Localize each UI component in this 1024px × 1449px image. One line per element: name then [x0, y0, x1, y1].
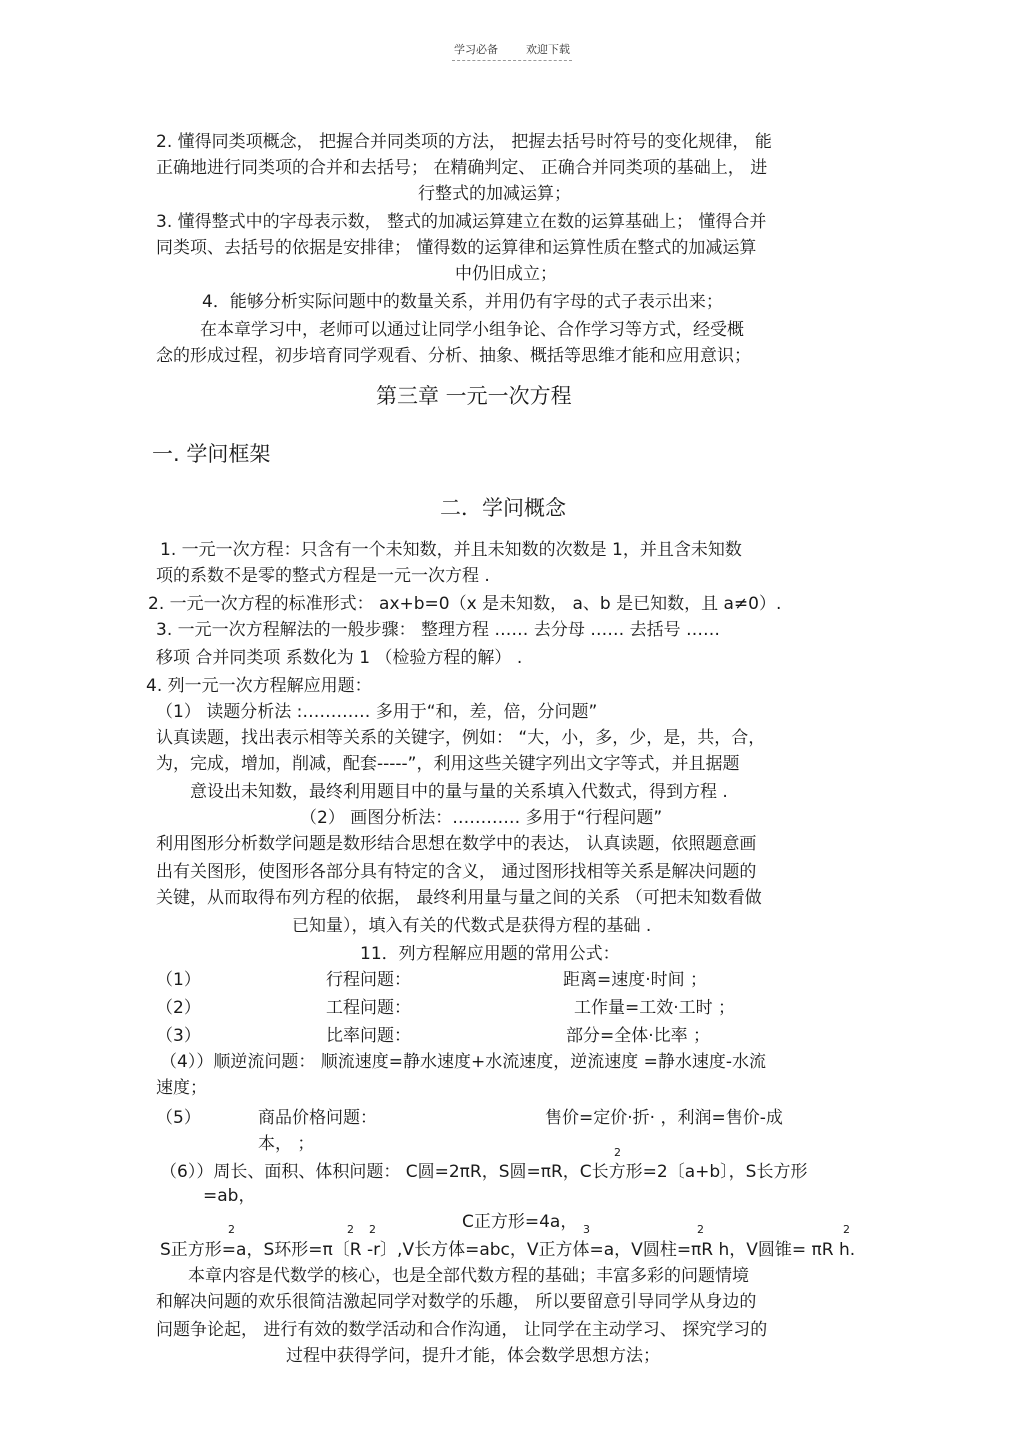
text-line: 念的形成过程，初步培育同学观看、分析、抽象、概括等思维才能和应用意识； — [156, 346, 751, 366]
text-line: 行整式的加减运算； — [418, 184, 571, 204]
formula-index: （2） — [156, 998, 201, 1018]
text-line: 4．能够分析实际问题中的数量关系，并用仍有字母的式子表示出来； — [202, 292, 723, 312]
text-line: 3. 懂得整式中的字母表示数， 整式的加减运算建立在数的运算基础上； 懂得合并 — [156, 212, 767, 232]
formula-expr: 工作量=工效·工时 ； — [574, 998, 736, 1018]
chapter-title: 第三章 一元一次方程 — [376, 384, 572, 408]
superscript: 2 — [347, 1223, 354, 1236]
text-line: （1） 读题分析法 :………… 多用于“和，差，倍，分问题” — [156, 702, 598, 722]
formula-expr: 售价=定价·折· ，利润=售价-成 — [545, 1108, 783, 1128]
superscript: 2 — [697, 1223, 704, 1236]
text-line: 11．列方程解应用题的常用公式： — [360, 944, 620, 964]
header-divider — [452, 60, 572, 61]
formula-name: 比率问题： — [326, 1026, 411, 1046]
text-line: 关键，从而取得布列方程的依据， 最终利用量与量之间的关系 （可把未知数看做 — [156, 888, 762, 908]
text-line: 出有关图形，使图形各部分具有特定的含义， 通过图形找相等关系是解决问题的 — [156, 862, 757, 882]
page-header-right: 欢迎下载 — [526, 43, 570, 56]
section-heading: 二．学问概念 — [440, 496, 566, 520]
formula-index: （1） — [156, 970, 201, 990]
text-line: 认真读题，找出表示相等关系的关键字，例如： “大，小，多，少，是，共，合， — [156, 728, 766, 748]
text-line: 速度； — [156, 1078, 207, 1098]
superscript: 2 — [614, 1146, 621, 1159]
text-line: 过程中获得学问，提升才能，体会数学思想方法； — [286, 1346, 660, 1366]
text-line: 2. 懂得同类项概念， 把握合并同类项的方法， 把握去括号时符号的变化规律， 能 — [156, 132, 772, 152]
text-line: 正确地进行同类项的合并和去括号； 在精确判定、 正确合并同类项的基础上， 进 — [156, 158, 768, 178]
superscript: 2 — [843, 1223, 850, 1236]
text-line: 已知量），填入有关的代数式是获得方程的基础 . — [292, 916, 652, 936]
text-line: 项的系数不是零的整式方程是一元一次方程 . — [156, 566, 490, 586]
text-line: （2） 画图分析法：………… 多用于“行程问题” — [300, 808, 663, 828]
formula-expr: 部分=全体·比率 ； — [566, 1026, 711, 1046]
text-line: 利用图形分析数学问题是数形结合思想在数学中的表达， 认真读题，依照题意画 — [156, 834, 757, 854]
text-line: 和解决问题的欢乐很简洁激起同学对数学的乐趣， 所以要留意引导同学从身边的 — [156, 1292, 757, 1312]
text-line: 中仍旧成立； — [455, 264, 557, 284]
text-line: =ab， — [203, 1186, 256, 1206]
formula-name: 商品价格问题： — [258, 1108, 377, 1128]
text-line: 本章内容是代数学的核心，也是全部代数方程的基础；丰富多彩的问题情境 — [188, 1266, 749, 1286]
text-line: 3. 一元一次方程解法的一般步骤： 整理方程 …… 去分母 …… 去括号 …… — [156, 620, 721, 640]
text-line: 问题争论起， 进行有效的数学活动和合作沟通， 让同学在主动学习、 探究学习的 — [156, 1320, 768, 1340]
text-line: 意设出未知数，最终利用题目中的量与量的关系填入代数式，得到方程 . — [190, 782, 728, 802]
text-line: 2. 一元一次方程的标准形式： ax+b=0（x 是未知数， a、b 是已知数，且 a≠0）. — [148, 594, 782, 614]
text-line: （6））周长、面积、体积问题： C圆=2πR，S圆=πR，C长方形=2〔a+b〕，S长方形 — [160, 1162, 808, 1182]
text-line: 同类项、去括号的依据是安排律； 懂得数的运算律和运算性质在整式的加减运算 — [156, 238, 757, 258]
text-line: 4. 列一元一次方程解应用题： — [146, 676, 372, 696]
text-line: S正方形=a，S环形=π〔R -r〕,V长方体=abc，V正方体=a，V圆柱=πR h，V圆锥= πR h. — [160, 1240, 856, 1260]
text-line: 在本章学习中，老师可以通过让同学小组争论、合作学习等方式，经受概 — [200, 320, 744, 340]
text-line: 本， ； — [258, 1134, 315, 1154]
superscript: 2 — [228, 1223, 235, 1236]
formula-name: 行程问题： — [326, 970, 411, 990]
text-line: 为，完成，增加，削减，配套-----”，利用这些关键字列出文字等式，并且据题 — [156, 754, 740, 774]
formula-name: 工程问题： — [326, 998, 411, 1018]
text-line: （4））顺逆流问题： 顺流速度=静水速度+水流速度，逆流速度 =静水速度-水流 — [160, 1052, 766, 1072]
page-header-left: 学习必备 — [454, 43, 498, 56]
superscript: 2 — [369, 1223, 376, 1236]
text-line: 移项 合并同类项 系数化为 1 （检验方程的解） . — [156, 648, 523, 668]
text-line: C正方形=4a， — [462, 1212, 578, 1232]
section-heading: 一. 学问框架 — [152, 442, 271, 466]
superscript: 3 — [583, 1223, 590, 1236]
formula-expr: 距离=速度·时间 ； — [563, 970, 708, 990]
formula-index: （5） — [156, 1108, 201, 1128]
formula-index: （3） — [156, 1026, 201, 1046]
text-line: 1. 一元一次方程：只含有一个未知数，并且未知数的次数是 1，并且含未知数 — [160, 540, 742, 560]
